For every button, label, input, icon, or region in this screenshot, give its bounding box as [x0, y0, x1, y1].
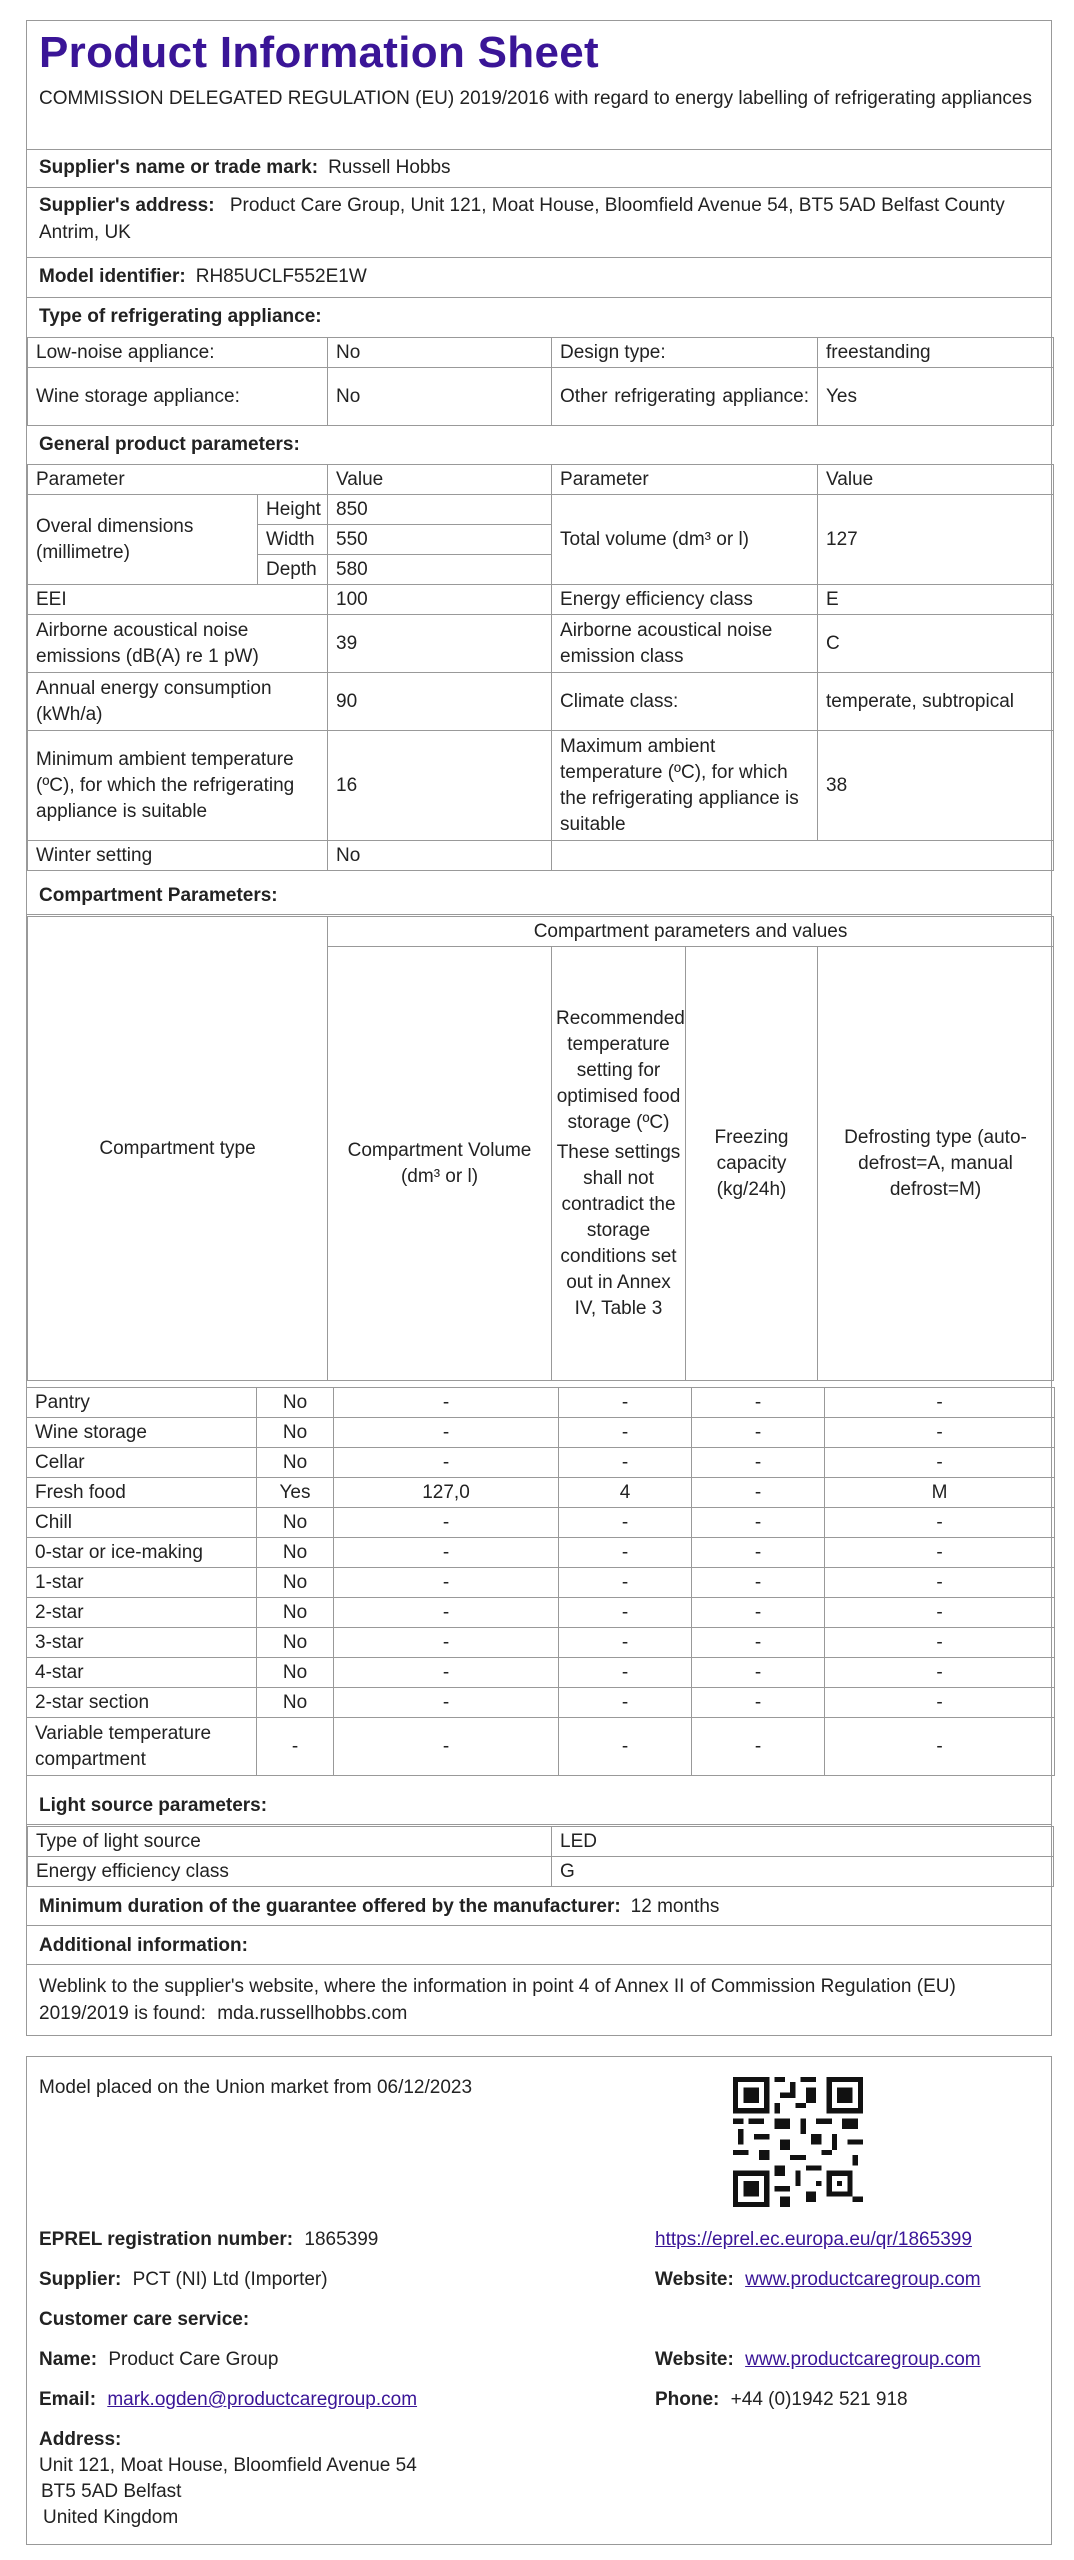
light-type-value: LED — [552, 1827, 1054, 1857]
compartment-volume: - — [334, 1568, 559, 1598]
website-link[interactable]: www.productcaregroup.com — [745, 2269, 981, 2290]
supplier-name: Russell Hobbs — [328, 157, 451, 178]
compartment-volume: - — [334, 1688, 559, 1718]
eei-value: 100 — [328, 585, 552, 615]
model-identifier: RH85UCLF552E1W — [195, 266, 367, 287]
compartment-temp: - — [559, 1448, 692, 1478]
compartment-row — [27, 1718, 1055, 1776]
care-website-link[interactable]: www.productcaregroup.com — [745, 2349, 981, 2370]
care-website-row — [655, 2347, 981, 2373]
compartment-row — [27, 1538, 1055, 1568]
compartment-row — [27, 1568, 1055, 1598]
compartment-volume-header: Compartment Volume (dm³ or l) — [328, 947, 552, 1381]
max-temp-value: 38 — [818, 731, 1054, 841]
email-label: Email: — [39, 2389, 97, 2410]
compartment-present: No — [257, 1538, 334, 1568]
compartment-defrost: - — [825, 1388, 1055, 1418]
other-appliance-label: Other refrigerating appliance: — [552, 368, 818, 426]
general-heading-text: General product parameters: — [39, 434, 300, 455]
website-label: Website: — [655, 2269, 734, 2290]
website-row — [655, 2267, 981, 2293]
height-label: Height — [258, 495, 328, 525]
footer-panel — [26, 2056, 1052, 2545]
min-temp-label: Minimum ambient temperature (ºC), for which the refrigerating appliance is suitable — [28, 731, 328, 841]
phone-label: Phone: — [655, 2389, 720, 2410]
supplier-label: Supplier: — [39, 2269, 122, 2290]
width-value: 550 — [328, 525, 552, 555]
compartment-freezing: - — [692, 1688, 825, 1718]
compartment-row — [27, 1418, 1055, 1448]
light-class-value: G — [552, 1857, 1054, 1887]
winter-setting-label: Winter setting — [28, 841, 328, 871]
compartment-freezing: - — [692, 1598, 825, 1628]
email-link[interactable]: mark.ogden@productcaregroup.com — [107, 2389, 418, 2410]
col-parameter-2: Parameter — [552, 465, 818, 495]
other-appliance-value: Yes — [818, 368, 1054, 426]
compartment-freezing: - — [692, 1418, 825, 1448]
compartment-volume: - — [334, 1718, 559, 1776]
compartment-row — [27, 1388, 1055, 1418]
design-type-label: Design type: — [552, 338, 818, 368]
empty-cell — [552, 841, 1054, 871]
compartment-defrost: M — [825, 1478, 1055, 1508]
compartment-present: No — [257, 1658, 334, 1688]
compartment-present: Yes — [257, 1478, 334, 1508]
type-table — [27, 337, 1054, 426]
wine-storage-label: Wine storage appliance: — [28, 368, 328, 426]
compartment-temp: - — [559, 1538, 692, 1568]
care-name-value: Product Care Group — [108, 2349, 279, 2370]
efficiency-class-label: Energy efficiency class — [552, 585, 818, 615]
noise-class-value: C — [818, 615, 1054, 673]
general-section-heading — [27, 426, 1051, 464]
light-heading-text: Light source parameters: — [39, 1794, 268, 1816]
care-name-label: Name: — [39, 2349, 98, 2370]
additional-text: Weblink to the supplier's website, where the information in point 4 of Annex II of Commission Regulation (EU) 2019/2019 is found: — [39, 1976, 956, 2024]
eei-label: EEI — [28, 585, 328, 615]
compartment-present: - — [257, 1718, 334, 1776]
supplier-address-row — [27, 188, 1051, 250]
compartment-temp: - — [559, 1718, 692, 1776]
compartment-row — [27, 1598, 1055, 1628]
compartment-name: 4-star — [27, 1658, 257, 1688]
guarantee-label: Minimum duration of the guarantee offered by the manufacturer: — [39, 1895, 621, 1917]
compartment-name: Chill — [27, 1508, 257, 1538]
eprel-row — [39, 2227, 378, 2253]
additional-info-text — [27, 1966, 1051, 2034]
type-section-heading — [27, 298, 1051, 336]
compartment-present: No — [257, 1418, 334, 1448]
supplier-address: Product Care Group, Unit 121, Moat House, Bloomfield Avenue 54, BT5 5AD Belfast County Antrim, UK — [39, 195, 1005, 243]
additional-heading-text: Additional information: — [39, 1934, 248, 1956]
compartment-row — [27, 1628, 1055, 1658]
compartment-volume: - — [334, 1448, 559, 1478]
compartment-name: Wine storage — [27, 1418, 257, 1448]
compartment-volume: - — [334, 1658, 559, 1688]
compartment-defrost: - — [825, 1418, 1055, 1448]
qr-code-icon[interactable] — [733, 2077, 863, 2207]
compartment-name: Cellar — [27, 1448, 257, 1478]
compartment-group-header: Compartment parameters and values — [328, 917, 1054, 947]
compartment-freezing: - — [692, 1628, 825, 1658]
guarantee-row — [27, 1888, 1051, 1926]
compartment-defrost: - — [825, 1688, 1055, 1718]
address-line-3: United Kingdom — [43, 2507, 179, 2528]
light-class-label: Energy efficiency class — [28, 1857, 552, 1887]
compartment-temp: - — [559, 1658, 692, 1688]
supplier-row — [39, 2267, 328, 2293]
depth-value: 580 — [328, 555, 552, 585]
compartment-row — [27, 1658, 1055, 1688]
light-table — [27, 1826, 1054, 1887]
compartment-freezing: - — [692, 1568, 825, 1598]
market-date: Model placed on the Union market from 06/12/2023 — [39, 2077, 473, 2098]
dimensions-label: Overal dimensions (millimetre) — [28, 495, 258, 585]
temp-note-text: These settings shall not contradict the storage conditions set out in Annex IV, Table 3 — [556, 1141, 681, 1319]
compartment-name: 2-star section — [27, 1688, 257, 1718]
compartment-present: No — [257, 1388, 334, 1418]
type-heading-text: Type of refrigerating appliance: — [39, 306, 322, 327]
address-label: Address: — [39, 2429, 122, 2450]
low-noise-label: Low-noise appliance: — [28, 338, 328, 368]
compartment-temp: - — [559, 1388, 692, 1418]
compartment-temp: - — [559, 1628, 692, 1658]
email-row — [39, 2387, 417, 2413]
compartment-present: No — [257, 1688, 334, 1718]
eprel-label: EPREL registration number: — [39, 2229, 294, 2250]
noise-value: 39 — [328, 615, 552, 673]
product-information-sheet — [26, 20, 1052, 2036]
model-identifier-row — [27, 258, 1051, 296]
low-noise-value: No — [328, 338, 552, 368]
compartment-type-header: Compartment type — [28, 917, 328, 1381]
climate-class-value: temperate, subtropical — [818, 673, 1054, 731]
phone-value: +44 (0)1942 521 918 — [730, 2389, 908, 2410]
compartment-present: No — [257, 1508, 334, 1538]
general-parameters-table — [27, 464, 1054, 871]
compartment-present: No — [257, 1598, 334, 1628]
col-value: Value — [328, 465, 552, 495]
care-website-label: Website: — [655, 2349, 734, 2370]
depth-label: Depth — [258, 555, 328, 585]
total-volume-label: Total volume (dm³ or l) — [552, 495, 818, 585]
compartment-defrost: - — [825, 1658, 1055, 1688]
address-line-1: Unit 121, Moat House, Bloomfield Avenue 54 — [39, 2455, 417, 2476]
regulation-subtitle: COMMISSION DELEGATED REGULATION (EU) 2019/2016 with regard to energy labelling of refrigerating appliances — [39, 88, 1032, 109]
compartment-freezing: - — [692, 1538, 825, 1568]
supplier-value: PCT (NI) Ltd (Importer) — [132, 2269, 328, 2290]
col-value-2: Value — [818, 465, 1054, 495]
compartment-temp: 4 — [559, 1478, 692, 1508]
address-line-2: BT5 5AD Belfast — [41, 2481, 182, 2502]
compartment-row — [27, 1448, 1055, 1478]
compartment-freezing: - — [692, 1388, 825, 1418]
light-type-label: Type of light source — [28, 1827, 552, 1857]
customer-care-heading: Customer care service: — [39, 2309, 250, 2330]
compartment-volume: - — [334, 1538, 559, 1568]
compartment-volume: 127,0 — [334, 1478, 559, 1508]
noise-label: Airborne acoustical noise emissions (dB(A) re 1 pW) — [28, 615, 328, 673]
compartment-defrost: - — [825, 1598, 1055, 1628]
compartment-temp: - — [559, 1508, 692, 1538]
light-section-heading — [27, 1787, 1051, 1825]
total-volume-value: 127 — [818, 495, 1054, 585]
compartment-present: No — [257, 1628, 334, 1658]
min-temp-value: 16 — [328, 731, 552, 841]
energy-consumption-value: 90 — [328, 673, 552, 731]
page-title: Product Information Sheet — [39, 28, 599, 77]
compartment-volume: - — [334, 1598, 559, 1628]
compartment-freezing: - — [692, 1658, 825, 1688]
compartment-section-heading — [27, 877, 1051, 915]
compartment-name: 1-star — [27, 1568, 257, 1598]
compartment-defrost: - — [825, 1718, 1055, 1776]
supplier-name-row — [27, 150, 1051, 186]
compartment-temp: - — [559, 1418, 692, 1448]
supplier-address-label: Supplier's address: — [39, 195, 215, 216]
supplier-name-label: Supplier's name or trade mark: — [39, 157, 319, 178]
compartment-values-table — [26, 1387, 1055, 1776]
compartment-volume: - — [334, 1388, 559, 1418]
compartment-volume: - — [334, 1628, 559, 1658]
compartment-defrost: - — [825, 1568, 1055, 1598]
compartment-defrost: - — [825, 1628, 1055, 1658]
noise-class-label: Airborne acoustical noise emission class — [552, 615, 818, 673]
eprel-link[interactable]: https://eprel.ec.europa.eu/qr/1865399 — [655, 2229, 972, 2250]
recommended-temp-header — [552, 947, 686, 1381]
recommended-temp-text: Recommended temperature setting for optimised food storage (ºC) — [556, 1007, 685, 1133]
compartment-temp: - — [559, 1568, 692, 1598]
compartment-freezing: - — [692, 1478, 825, 1508]
eprel-number: 1865399 — [304, 2229, 379, 2250]
compartment-temp: - — [559, 1688, 692, 1718]
compartment-present: No — [257, 1568, 334, 1598]
compartment-present: No — [257, 1448, 334, 1478]
guarantee-value: 12 months — [630, 1895, 720, 1917]
compartment-name: 2-star — [27, 1598, 257, 1628]
compartment-volume: - — [334, 1418, 559, 1448]
winter-setting-value: No — [328, 841, 552, 871]
compartment-row — [27, 1688, 1055, 1718]
compartment-name: 0-star or ice-making — [27, 1538, 257, 1568]
compartment-row — [27, 1478, 1055, 1508]
width-label: Width — [258, 525, 328, 555]
supplier-weblink[interactable]: mda.russellhobbs.com — [217, 2003, 408, 2024]
compartment-freezing: - — [692, 1448, 825, 1478]
compartment-header-table — [27, 916, 1054, 1381]
compartment-freezing: - — [692, 1718, 825, 1776]
compartment-defrost: - — [825, 1538, 1055, 1568]
additional-heading — [27, 1927, 1051, 1965]
compartment-name: Variable temperature compartment — [27, 1718, 257, 1776]
compartment-freezing: - — [692, 1508, 825, 1538]
wine-storage-value: No — [328, 368, 552, 426]
compartment-temp: - — [559, 1598, 692, 1628]
care-name-row — [39, 2347, 278, 2373]
max-temp-label: Maximum ambient temperature (ºC), for which the refrigerating appliance is suitable — [552, 731, 818, 841]
compartment-defrost: - — [825, 1508, 1055, 1538]
compartment-volume: - — [334, 1508, 559, 1538]
efficiency-class-value: E — [818, 585, 1054, 615]
compartment-heading-text: Compartment Parameters: — [39, 884, 278, 906]
compartment-row — [27, 1508, 1055, 1538]
energy-consumption-label: Annual energy consumption (kWh/a) — [28, 673, 328, 731]
compartment-name: Fresh food — [27, 1478, 257, 1508]
compartment-name: 3-star — [27, 1628, 257, 1658]
model-identifier-label: Model identifier: — [39, 266, 186, 287]
compartment-defrost: - — [825, 1448, 1055, 1478]
freezing-capacity-header: Freezing capacity (kg/24h) — [686, 947, 818, 1381]
height-value: 850 — [328, 495, 552, 525]
defrosting-type-header: Defrosting type (auto-defrost=A, manual defrost=M) — [818, 947, 1054, 1381]
phone-row — [655, 2387, 908, 2413]
design-type-value: freestanding — [818, 338, 1054, 368]
col-parameter: Parameter — [28, 465, 328, 495]
climate-class-label: Climate class: — [552, 673, 818, 731]
compartment-name: Pantry — [27, 1388, 257, 1418]
